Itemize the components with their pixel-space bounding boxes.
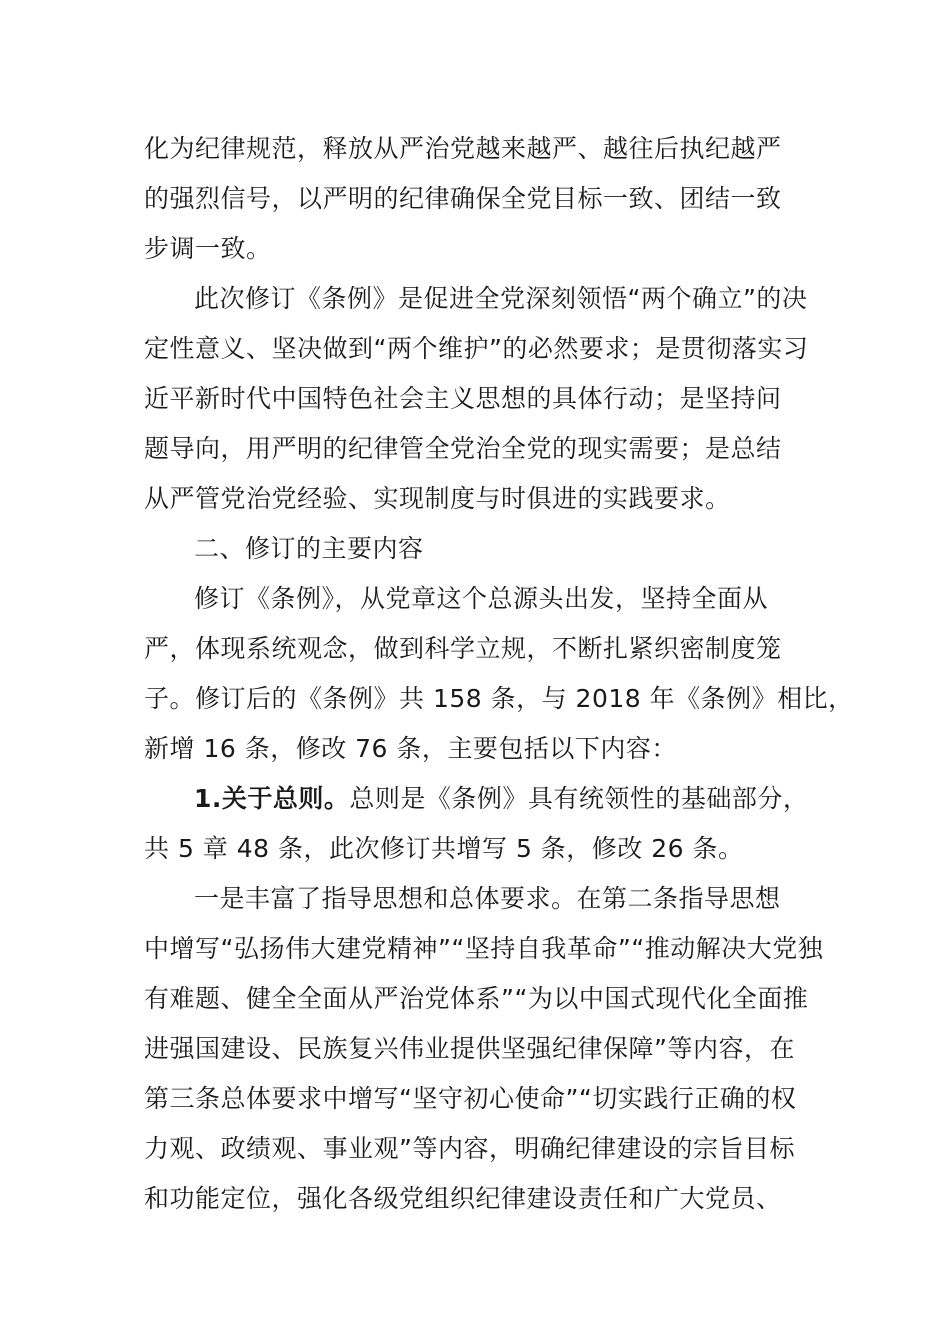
bold-lead-general-provisions: 1.关于总则。 — [194, 784, 350, 813]
text-line: 一是丰富了指导思想和总体要求。在第二条指导思想 — [194, 884, 781, 913]
text-line: 修订《条例》，从党章这个总源头出发，坚持全面从 — [194, 584, 769, 613]
text-run: 总则是《条例》具有统领性的基础部分， — [349, 784, 809, 813]
text-line: 化为纪律规范，释放从严治党越来越严、越往后执纪越严 — [144, 134, 782, 163]
text-line: 近平新时代中国特色社会主义思想的具体行动；是坚持问 — [144, 384, 782, 413]
text-line: 共 5 章 48 条，此次修订共增写 5 条，修改 26 条。 — [144, 834, 744, 863]
text-line: 力观、政绩观、事业观”等内容，明确纪律建设的宗旨目标 — [144, 1134, 795, 1163]
paragraph-discipline-signal — [144, 124, 834, 274]
text-line — [144, 774, 834, 824]
section-heading-main-content — [144, 524, 834, 574]
text-line: 的强烈信号，以严明的纪律确保全党目标一致、团结一致 — [144, 184, 782, 213]
paragraph-revision-significance — [144, 274, 834, 524]
document-body — [144, 124, 854, 1224]
section-heading: 二、修订的主要内容 — [194, 534, 424, 563]
text-line: 严，体现系统观念，做到科学立规，不断扎紧织密制度笼 — [144, 634, 782, 663]
text-line: 步调一致。 — [144, 234, 272, 263]
text-line: 和功能定位，强化各级党组织纪律建设责任和广大党员、 — [144, 1184, 782, 1213]
text-line: 从严管党治党经验、实现制度与时俱进的实践要求。 — [144, 484, 731, 513]
text-line: 此次修订《条例》是促进全党深刻领悟“两个确立”的决 — [194, 284, 808, 313]
text-line: 中增写“弘扬伟大建党精神”“坚持自我革命”“推动解决大党独 — [144, 934, 824, 963]
paragraph-guiding-ideology — [144, 874, 834, 1224]
paragraph-revision-overview — [144, 574, 854, 774]
text-line: 定性意义、坚决做到“两个维护”的必然要求；是贯彻落实习 — [144, 334, 809, 363]
text-line: 题导向，用严明的纪律管全党治全党的现实需要；是总结 — [144, 434, 782, 463]
text-line: 有难题、健全全面从严治党体系”“为以中国式现代化全面推 — [144, 984, 809, 1013]
text-line: 进强国建设、民族复兴伟业提供坚强纪律保障”等内容，在 — [144, 1034, 795, 1063]
text-line: 第三条总体要求中增写“坚守初心使命”“切实践行正确的权 — [144, 1084, 797, 1113]
text-line: 子。修订后的《条例》共 158 条，与 2018 年《条例》相比， — [144, 684, 854, 713]
paragraph-general-provisions — [144, 774, 834, 874]
text-line: 新增 16 条，修改 76 条，主要包括以下内容： — [144, 734, 677, 763]
